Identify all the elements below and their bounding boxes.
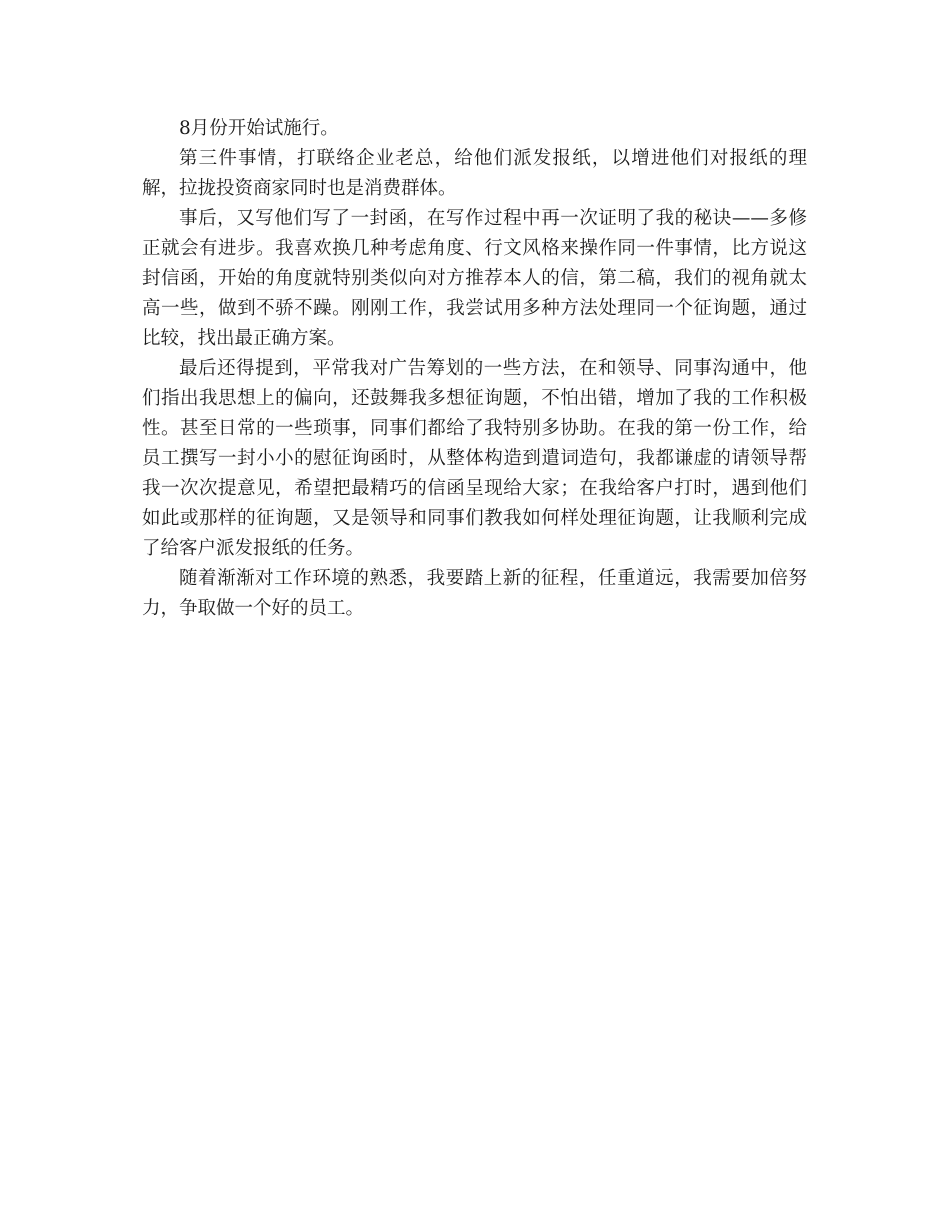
paragraph: 随着渐渐对工作环境的熟悉，我要踏上新的征程，任重道远，我需要加倍努力，争取做一个好的员工。 — [142, 568, 807, 619]
paragraph: 8月份开始试施行。 — [179, 118, 339, 139]
paragraph: 事后，又写他们写了一封函，在写作过程中再一次证明了我的秘诀——多修正就会有进步。我喜欢换几种考虑角度、行文风格来操作同一件事情，比方说这封信函，开始的角度就特别类似向对方推荐本人的信，第二稿，我们的视角就太高一些，做到不骄不躁。刚刚工作，我尝试用多种方法处理同一个征询题，通过比较，找出最正确方案。 — [142, 208, 807, 349]
paragraph: 最后还得提到，平常我对广告筹划的一些方法，在和领导、同事沟通中，他们指出我思想上的偏向，还鼓舞我多想征询题，不怕出错，增加了我的工作积极性。甚至日常的一些琐事，同事们都给了我特别多协助。在我的第一份工作，给员工撰写一封小小的慰征询函时，从整体构造到遣词造句，我都谦虚的请领导帮我一次次提意见，希望把最精巧的信函呈现给大家；在我给客户打时，遇到他们如此或那样的征询题，又是领导和同事们教我如何样处理征询题，让我顺利完成了给客户派发报纸的任务。 — [142, 358, 807, 559]
paragraph: 第三件事情，打联络企业老总，给他们派发报纸，以增进他们对报纸的理解，拉拢投资商家同时也是消费群体。 — [142, 148, 807, 199]
document-body — [142, 114, 807, 624]
